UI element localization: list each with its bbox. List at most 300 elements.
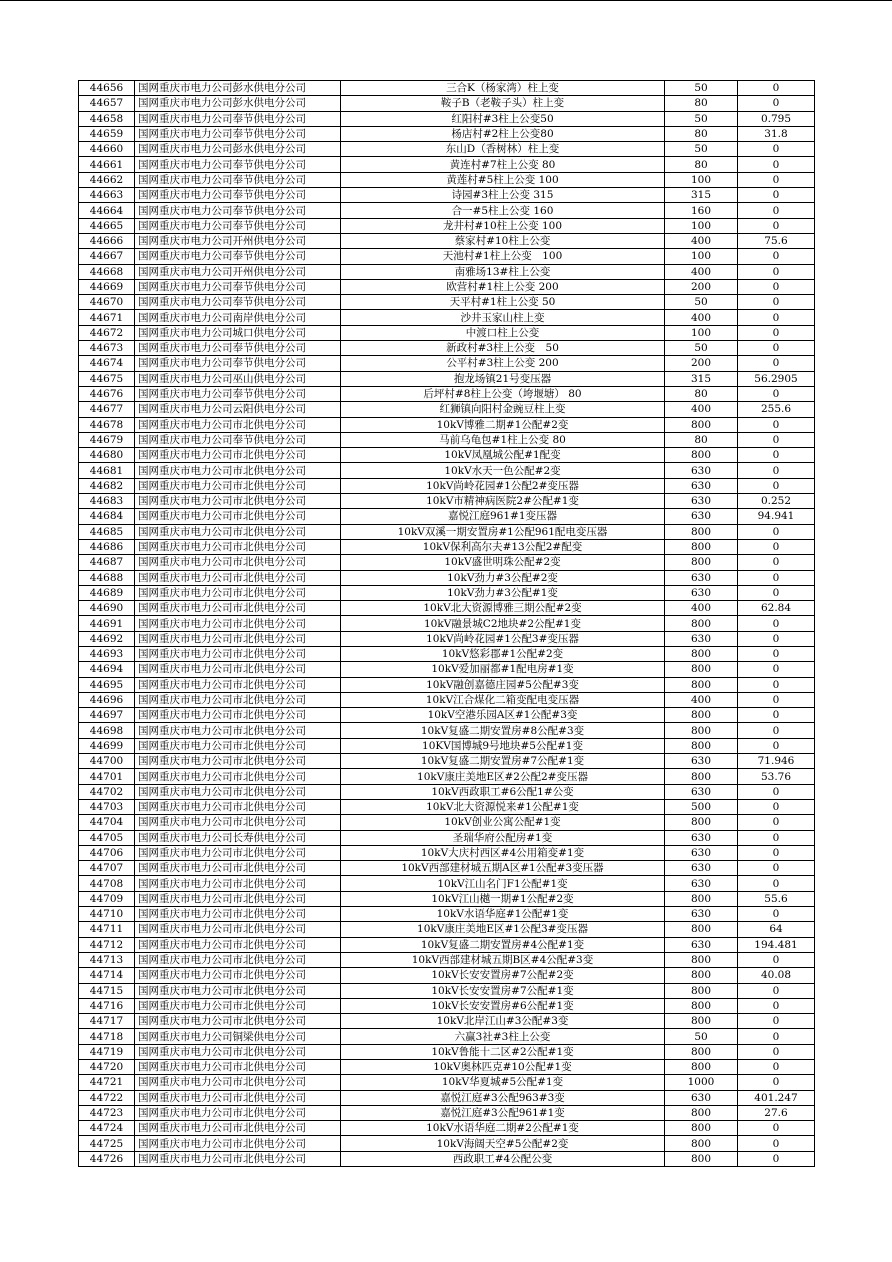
row-id-cell: 44661 [79, 157, 135, 172]
transformer-name-cell: 10kV复盛二期安置房#8公配#3变 [341, 723, 665, 738]
transformer-name-cell: 西政职工#4公配公变 [341, 1151, 665, 1166]
company-cell: 国网重庆市电力公司市北供电分公司 [135, 784, 341, 799]
row-id-cell: 44673 [79, 341, 135, 356]
table-row [79, 386, 815, 401]
company-cell: 国网重庆市电力公司奉节供电分公司 [135, 188, 341, 203]
table-row [79, 1121, 815, 1136]
company-cell: 国网重庆市电力公司市北供电分公司 [135, 478, 341, 493]
value-cell: 31.8 [738, 126, 815, 141]
company-cell: 国网重庆市电力公司市北供电分公司 [135, 1151, 341, 1166]
transformer-name-cell: 10KV国博城9号地块#5公配#1变 [341, 738, 665, 753]
table-row [79, 157, 815, 172]
table-row [79, 279, 815, 294]
company-cell: 国网重庆市电力公司奉节供电分公司 [135, 295, 341, 310]
capacity-cell: 800 [665, 524, 738, 539]
capacity-cell: 200 [665, 279, 738, 294]
value-cell: 0.795 [738, 111, 815, 126]
capacity-cell: 80 [665, 386, 738, 401]
value-cell: 0 [738, 1044, 815, 1059]
transformer-name-cell: 10kV江合煤化二箱变配电变压器 [341, 692, 665, 707]
capacity-cell: 50 [665, 341, 738, 356]
table-row [79, 631, 815, 646]
table-row [79, 784, 815, 799]
value-cell: 0 [738, 157, 815, 172]
transformer-name-cell: 10kV爱加丽都#1配电房#1变 [341, 662, 665, 677]
row-id-cell: 44666 [79, 233, 135, 248]
company-cell: 国网重庆市电力公司市北供电分公司 [135, 1014, 341, 1029]
row-id-cell: 44717 [79, 1014, 135, 1029]
value-cell: 0 [738, 524, 815, 539]
capacity-cell: 800 [665, 968, 738, 983]
transformer-name-cell: 10kV博雅二期#1公配#2变 [341, 417, 665, 432]
transformer-name-cell: 嘉悦江庭#3公配961#1变 [341, 1105, 665, 1120]
transformer-name-cell: 杨店村#2柱上公变80 [341, 126, 665, 141]
value-cell: 255.6 [738, 402, 815, 417]
capacity-cell: 400 [665, 310, 738, 325]
capacity-cell: 400 [665, 233, 738, 248]
row-id-cell: 44682 [79, 478, 135, 493]
transformer-name-cell: 黄莲村#5柱上公变 100 [341, 172, 665, 187]
capacity-cell: 80 [665, 96, 738, 111]
value-cell: 0 [738, 662, 815, 677]
capacity-cell: 50 [665, 111, 738, 126]
capacity-cell: 400 [665, 264, 738, 279]
table-row [79, 891, 815, 906]
table-row [79, 1136, 815, 1151]
row-id-cell: 44722 [79, 1090, 135, 1105]
company-cell: 国网重庆市电力公司市北供电分公司 [135, 815, 341, 830]
value-cell: 0 [738, 983, 815, 998]
capacity-cell: 800 [665, 539, 738, 554]
company-cell: 国网重庆市电力公司市北供电分公司 [135, 570, 341, 585]
company-cell: 国网重庆市电力公司市北供电分公司 [135, 1044, 341, 1059]
transformer-name-cell: 后坪村#8柱上公变（垮堰塘） 80 [341, 386, 665, 401]
capacity-cell: 400 [665, 692, 738, 707]
value-cell: 0 [738, 539, 815, 554]
table-row [79, 539, 815, 554]
capacity-cell: 800 [665, 1060, 738, 1075]
table-row [79, 601, 815, 616]
capacity-cell: 630 [665, 861, 738, 876]
capacity-cell: 800 [665, 1121, 738, 1136]
value-cell: 0 [738, 203, 815, 218]
value-cell: 0 [738, 432, 815, 447]
table-row [79, 983, 815, 998]
transformer-name-cell: 10kV长安安置房#6公配#1变 [341, 998, 665, 1013]
capacity-cell: 50 [665, 142, 738, 157]
company-cell: 国网重庆市电力公司市北供电分公司 [135, 937, 341, 952]
row-id-cell: 44663 [79, 188, 135, 203]
company-cell: 国网重庆市电力公司市北供电分公司 [135, 448, 341, 463]
table-row [79, 662, 815, 677]
transformer-name-cell: 10kV西部建材城五期B区#4公配#3变 [341, 952, 665, 967]
value-cell: 56.2905 [738, 371, 815, 386]
company-cell: 国网重庆市电力公司云阳供电分公司 [135, 402, 341, 417]
row-id-cell: 44726 [79, 1151, 135, 1166]
table-row [79, 325, 815, 340]
company-cell: 国网重庆市电力公司巫山供电分公司 [135, 371, 341, 386]
transformer-name-cell: 六赢3社#3柱上公变 [341, 1029, 665, 1044]
transformer-name-cell: 10kV康庄美地E区#2公配2#变压器 [341, 769, 665, 784]
row-id-cell: 44700 [79, 754, 135, 769]
table-row [79, 585, 815, 600]
table-row [79, 356, 815, 371]
capacity-cell: 500 [665, 799, 738, 814]
company-cell: 国网重庆市电力公司市北供电分公司 [135, 1121, 341, 1136]
row-id-cell: 44716 [79, 998, 135, 1013]
company-cell: 国网重庆市电力公司城口供电分公司 [135, 325, 341, 340]
value-cell: 0 [738, 631, 815, 646]
table-row [79, 188, 815, 203]
capacity-cell: 50 [665, 295, 738, 310]
company-cell: 国网重庆市电力公司市北供电分公司 [135, 601, 341, 616]
capacity-cell: 630 [665, 876, 738, 891]
transformer-name-cell: 10kV北大资源悦来#1公配#1变 [341, 799, 665, 814]
value-cell: 0 [738, 188, 815, 203]
row-id-cell: 44710 [79, 907, 135, 922]
table-row [79, 1090, 815, 1105]
row-id-cell: 44705 [79, 830, 135, 845]
capacity-cell: 800 [665, 738, 738, 753]
table-body [79, 81, 815, 1167]
table-row [79, 952, 815, 967]
row-id-cell: 44685 [79, 524, 135, 539]
value-cell: 0 [738, 279, 815, 294]
transformer-name-cell: 10kV华夏城#5公配#1变 [341, 1075, 665, 1090]
value-cell: 0 [738, 830, 815, 845]
transformer-name-cell: 合一#5柱上公变 160 [341, 203, 665, 218]
value-cell: 64 [738, 922, 815, 937]
company-cell: 国网重庆市电力公司市北供电分公司 [135, 677, 341, 692]
row-id-cell: 44657 [79, 96, 135, 111]
row-id-cell: 44697 [79, 708, 135, 723]
capacity-cell: 800 [665, 1014, 738, 1029]
transformer-name-cell: 10kV西部建材城五期A区#1公配#3变压器 [341, 861, 665, 876]
row-id-cell: 44721 [79, 1075, 135, 1090]
capacity-cell: 630 [665, 830, 738, 845]
value-cell: 0 [738, 310, 815, 325]
row-id-cell: 44714 [79, 968, 135, 983]
value-cell: 94.941 [738, 509, 815, 524]
capacity-cell: 800 [665, 555, 738, 570]
company-cell: 国网重庆市电力公司南岸供电分公司 [135, 310, 341, 325]
capacity-cell: 800 [665, 448, 738, 463]
capacity-cell: 630 [665, 845, 738, 860]
capacity-cell: 315 [665, 371, 738, 386]
transformer-name-cell: 东山D（香树林）柱上变 [341, 142, 665, 157]
table-row [79, 371, 815, 386]
company-cell: 国网重庆市电力公司彭水供电分公司 [135, 81, 341, 96]
transformer-name-cell: 新政村#3柱上公变 50 [341, 341, 665, 356]
capacity-cell: 630 [665, 1090, 738, 1105]
capacity-cell: 315 [665, 188, 738, 203]
table-row [79, 1060, 815, 1075]
value-cell: 0 [738, 1121, 815, 1136]
table-row [79, 570, 815, 585]
table-row [79, 907, 815, 922]
value-cell: 0 [738, 723, 815, 738]
value-cell: 0 [738, 172, 815, 187]
capacity-cell: 630 [665, 937, 738, 952]
value-cell: 0 [738, 845, 815, 860]
company-cell: 国网重庆市电力公司市北供电分公司 [135, 968, 341, 983]
company-cell: 国网重庆市电力公司市北供电分公司 [135, 539, 341, 554]
table-row [79, 524, 815, 539]
value-cell: 0 [738, 570, 815, 585]
capacity-cell: 630 [665, 478, 738, 493]
row-id-cell: 44669 [79, 279, 135, 294]
transformer-name-cell: 诗园#3柱上公变 315 [341, 188, 665, 203]
company-cell: 国网重庆市电力公司市北供电分公司 [135, 708, 341, 723]
company-cell: 国网重庆市电力公司奉节供电分公司 [135, 172, 341, 187]
transformer-name-cell: 嘉悦江庭961#1变压器 [341, 509, 665, 524]
company-cell: 国网重庆市电力公司市北供电分公司 [135, 631, 341, 646]
company-cell: 国网重庆市电力公司奉节供电分公司 [135, 218, 341, 233]
row-id-cell: 44720 [79, 1060, 135, 1075]
row-id-cell: 44659 [79, 126, 135, 141]
company-cell: 国网重庆市电力公司开州供电分公司 [135, 233, 341, 248]
company-cell: 国网重庆市电力公司市北供电分公司 [135, 646, 341, 661]
table-row [79, 937, 815, 952]
value-cell: 0 [738, 478, 815, 493]
company-cell: 国网重庆市电力公司彭水供电分公司 [135, 142, 341, 157]
company-cell: 国网重庆市电力公司市北供电分公司 [135, 983, 341, 998]
table-row [79, 509, 815, 524]
row-id-cell: 44674 [79, 356, 135, 371]
table-row [79, 96, 815, 111]
value-cell: 0.252 [738, 494, 815, 509]
value-cell: 27.6 [738, 1105, 815, 1120]
table-row [79, 310, 815, 325]
row-id-cell: 44680 [79, 448, 135, 463]
value-cell: 0 [738, 417, 815, 432]
company-cell: 国网重庆市电力公司市北供电分公司 [135, 799, 341, 814]
transformer-name-cell: 嘉悦江庭#3公配963#3变 [341, 1090, 665, 1105]
value-cell: 0 [738, 295, 815, 310]
value-cell: 0 [738, 616, 815, 631]
transformer-name-cell: 10kV空港乐园A区#1公配#3变 [341, 708, 665, 723]
table-row [79, 616, 815, 631]
value-cell: 0 [738, 1029, 815, 1044]
capacity-cell: 50 [665, 1029, 738, 1044]
table-row [79, 1029, 815, 1044]
value-cell: 194.481 [738, 937, 815, 952]
company-cell: 国网重庆市电力公司市北供电分公司 [135, 998, 341, 1013]
transformer-name-cell: 抱龙场镇21号变压器 [341, 371, 665, 386]
table-row [79, 677, 815, 692]
row-id-cell: 44677 [79, 402, 135, 417]
value-cell: 0 [738, 264, 815, 279]
value-cell: 0 [738, 799, 815, 814]
capacity-cell: 800 [665, 708, 738, 723]
company-cell: 国网重庆市电力公司市北供电分公司 [135, 463, 341, 478]
company-cell: 国网重庆市电力公司开州供电分公司 [135, 264, 341, 279]
table-row [79, 799, 815, 814]
company-cell: 国网重庆市电力公司市北供电分公司 [135, 1105, 341, 1120]
table-row [79, 218, 815, 233]
capacity-cell: 400 [665, 402, 738, 417]
capacity-cell: 630 [665, 907, 738, 922]
row-id-cell: 44725 [79, 1136, 135, 1151]
transformer-name-cell: 蔡家村#10柱上公变 [341, 233, 665, 248]
row-id-cell: 44712 [79, 937, 135, 952]
row-id-cell: 44670 [79, 295, 135, 310]
capacity-cell: 630 [665, 494, 738, 509]
row-id-cell: 44679 [79, 432, 135, 447]
value-cell: 0 [738, 341, 815, 356]
row-id-cell: 44724 [79, 1121, 135, 1136]
transformer-name-cell: 10kV复盛二期安置房#4公配#1变 [341, 937, 665, 952]
row-id-cell: 44660 [79, 142, 135, 157]
company-cell: 国网重庆市电力公司市北供电分公司 [135, 1090, 341, 1105]
company-cell: 国网重庆市电力公司奉节供电分公司 [135, 111, 341, 126]
value-cell: 0 [738, 907, 815, 922]
value-cell: 0 [738, 692, 815, 707]
capacity-cell: 800 [665, 769, 738, 784]
company-cell: 国网重庆市电力公司彭水供电分公司 [135, 96, 341, 111]
capacity-cell: 80 [665, 432, 738, 447]
transformer-name-cell: 10kV鲁能十二区#2公配#1变 [341, 1044, 665, 1059]
row-id-cell: 44675 [79, 371, 135, 386]
row-id-cell: 44683 [79, 494, 135, 509]
value-cell: 401.247 [738, 1090, 815, 1105]
company-cell: 国网重庆市电力公司市北供电分公司 [135, 509, 341, 524]
row-id-cell: 44718 [79, 1029, 135, 1044]
table-row [79, 845, 815, 860]
company-cell: 国网重庆市电力公司市北供电分公司 [135, 1136, 341, 1151]
company-cell: 国网重庆市电力公司市北供电分公司 [135, 616, 341, 631]
company-cell: 国网重庆市电力公司奉节供电分公司 [135, 126, 341, 141]
table-row [79, 723, 815, 738]
transformer-name-cell: 10kV江山樾一期#1公配#2变 [341, 891, 665, 906]
capacity-cell: 100 [665, 172, 738, 187]
capacity-cell: 1000 [665, 1075, 738, 1090]
value-cell: 0 [738, 998, 815, 1013]
row-id-cell: 44676 [79, 386, 135, 401]
row-id-cell: 44656 [79, 81, 135, 96]
value-cell: 0 [738, 1014, 815, 1029]
value-cell: 0 [738, 646, 815, 661]
value-cell: 0 [738, 708, 815, 723]
transformer-name-cell: 黄连村#7柱上公变 80 [341, 157, 665, 172]
row-id-cell: 44713 [79, 952, 135, 967]
transformer-name-cell: 10kV北大资源博雅三期公配#2变 [341, 601, 665, 616]
row-id-cell: 44678 [79, 417, 135, 432]
row-id-cell: 44696 [79, 692, 135, 707]
table-row [79, 402, 815, 417]
value-cell: 0 [738, 585, 815, 600]
transformer-name-cell: 10kV水语华庭#1公配#1变 [341, 907, 665, 922]
row-id-cell: 44703 [79, 799, 135, 814]
capacity-cell: 630 [665, 509, 738, 524]
table-row [79, 111, 815, 126]
company-cell: 国网重庆市电力公司奉节供电分公司 [135, 386, 341, 401]
value-cell: 0 [738, 952, 815, 967]
company-cell: 国网重庆市电力公司奉节供电分公司 [135, 203, 341, 218]
table-row [79, 922, 815, 937]
row-id-cell: 44699 [79, 738, 135, 753]
capacity-cell: 630 [665, 570, 738, 585]
capacity-cell: 630 [665, 784, 738, 799]
table-row [79, 264, 815, 279]
row-id-cell: 44658 [79, 111, 135, 126]
transformer-name-cell: 10kV创业公寓公配#1变 [341, 815, 665, 830]
transformer-name-cell: 天平村#1柱上公变 50 [341, 295, 665, 310]
row-id-cell: 44704 [79, 815, 135, 830]
table-row [79, 448, 815, 463]
capacity-cell: 800 [665, 952, 738, 967]
table-row [79, 1044, 815, 1059]
capacity-cell: 100 [665, 218, 738, 233]
capacity-cell: 800 [665, 417, 738, 432]
company-cell: 国网重庆市电力公司市北供电分公司 [135, 1060, 341, 1075]
company-cell: 国网重庆市电力公司市北供电分公司 [135, 524, 341, 539]
company-cell: 国网重庆市电力公司市北供电分公司 [135, 952, 341, 967]
capacity-cell: 400 [665, 601, 738, 616]
capacity-cell: 50 [665, 81, 738, 96]
row-id-cell: 44692 [79, 631, 135, 646]
value-cell: 0 [738, 1075, 815, 1090]
transformer-name-cell: 10kV劲力#3公配#2变 [341, 570, 665, 585]
row-id-cell: 44698 [79, 723, 135, 738]
row-id-cell: 44691 [79, 616, 135, 631]
capacity-cell: 80 [665, 157, 738, 172]
row-id-cell: 44684 [79, 509, 135, 524]
company-cell: 国网重庆市电力公司市北供电分公司 [135, 861, 341, 876]
transformer-name-cell: 10kV大庆村西区#4公用箱变#1变 [341, 845, 665, 860]
row-id-cell: 44688 [79, 570, 135, 585]
table-row [79, 203, 815, 218]
capacity-cell: 800 [665, 677, 738, 692]
capacity-cell: 800 [665, 983, 738, 998]
row-id-cell: 44711 [79, 922, 135, 937]
transformer-name-cell: 10kV劲力#3公配#1变 [341, 585, 665, 600]
transformer-name-cell: 10kV长安安置房#7公配#2变 [341, 968, 665, 983]
table-row [79, 142, 815, 157]
capacity-cell: 800 [665, 1151, 738, 1166]
table-row [79, 478, 815, 493]
transformer-name-cell: 10kV融创嘉德庄园#5公配#3变 [341, 677, 665, 692]
transformer-name-cell: 10kV西政职工#6公配1#公变 [341, 784, 665, 799]
row-id-cell: 44723 [79, 1105, 135, 1120]
row-id-cell: 44709 [79, 891, 135, 906]
company-cell: 国网重庆市电力公司市北供电分公司 [135, 845, 341, 860]
value-cell: 0 [738, 142, 815, 157]
capacity-cell: 800 [665, 998, 738, 1013]
row-id-cell: 44686 [79, 539, 135, 554]
value-cell: 0 [738, 1060, 815, 1075]
company-cell: 国网重庆市电力公司市北供电分公司 [135, 1075, 341, 1090]
company-cell: 国网重庆市电力公司长寿供电分公司 [135, 830, 341, 845]
table-row [79, 815, 815, 830]
row-id-cell: 44671 [79, 310, 135, 325]
page-top-rule [0, 0, 892, 1]
capacity-cell: 200 [665, 356, 738, 371]
value-cell: 0 [738, 1136, 815, 1151]
capacity-cell: 800 [665, 1105, 738, 1120]
capacity-cell: 630 [665, 631, 738, 646]
transformer-name-cell: 10kV江山名门F1公配#1变 [341, 876, 665, 891]
transformer-name-cell: 龙井村#10柱上公变 100 [341, 218, 665, 233]
company-cell: 国网重庆市电力公司市北供电分公司 [135, 891, 341, 906]
company-cell: 国网重庆市电力公司市北供电分公司 [135, 555, 341, 570]
row-id-cell: 44707 [79, 861, 135, 876]
row-id-cell: 44708 [79, 876, 135, 891]
table-row [79, 494, 815, 509]
transformer-name-cell: 10kV复盛二期安置房#7公配#1变 [341, 754, 665, 769]
table-row [79, 126, 815, 141]
capacity-cell: 800 [665, 662, 738, 677]
